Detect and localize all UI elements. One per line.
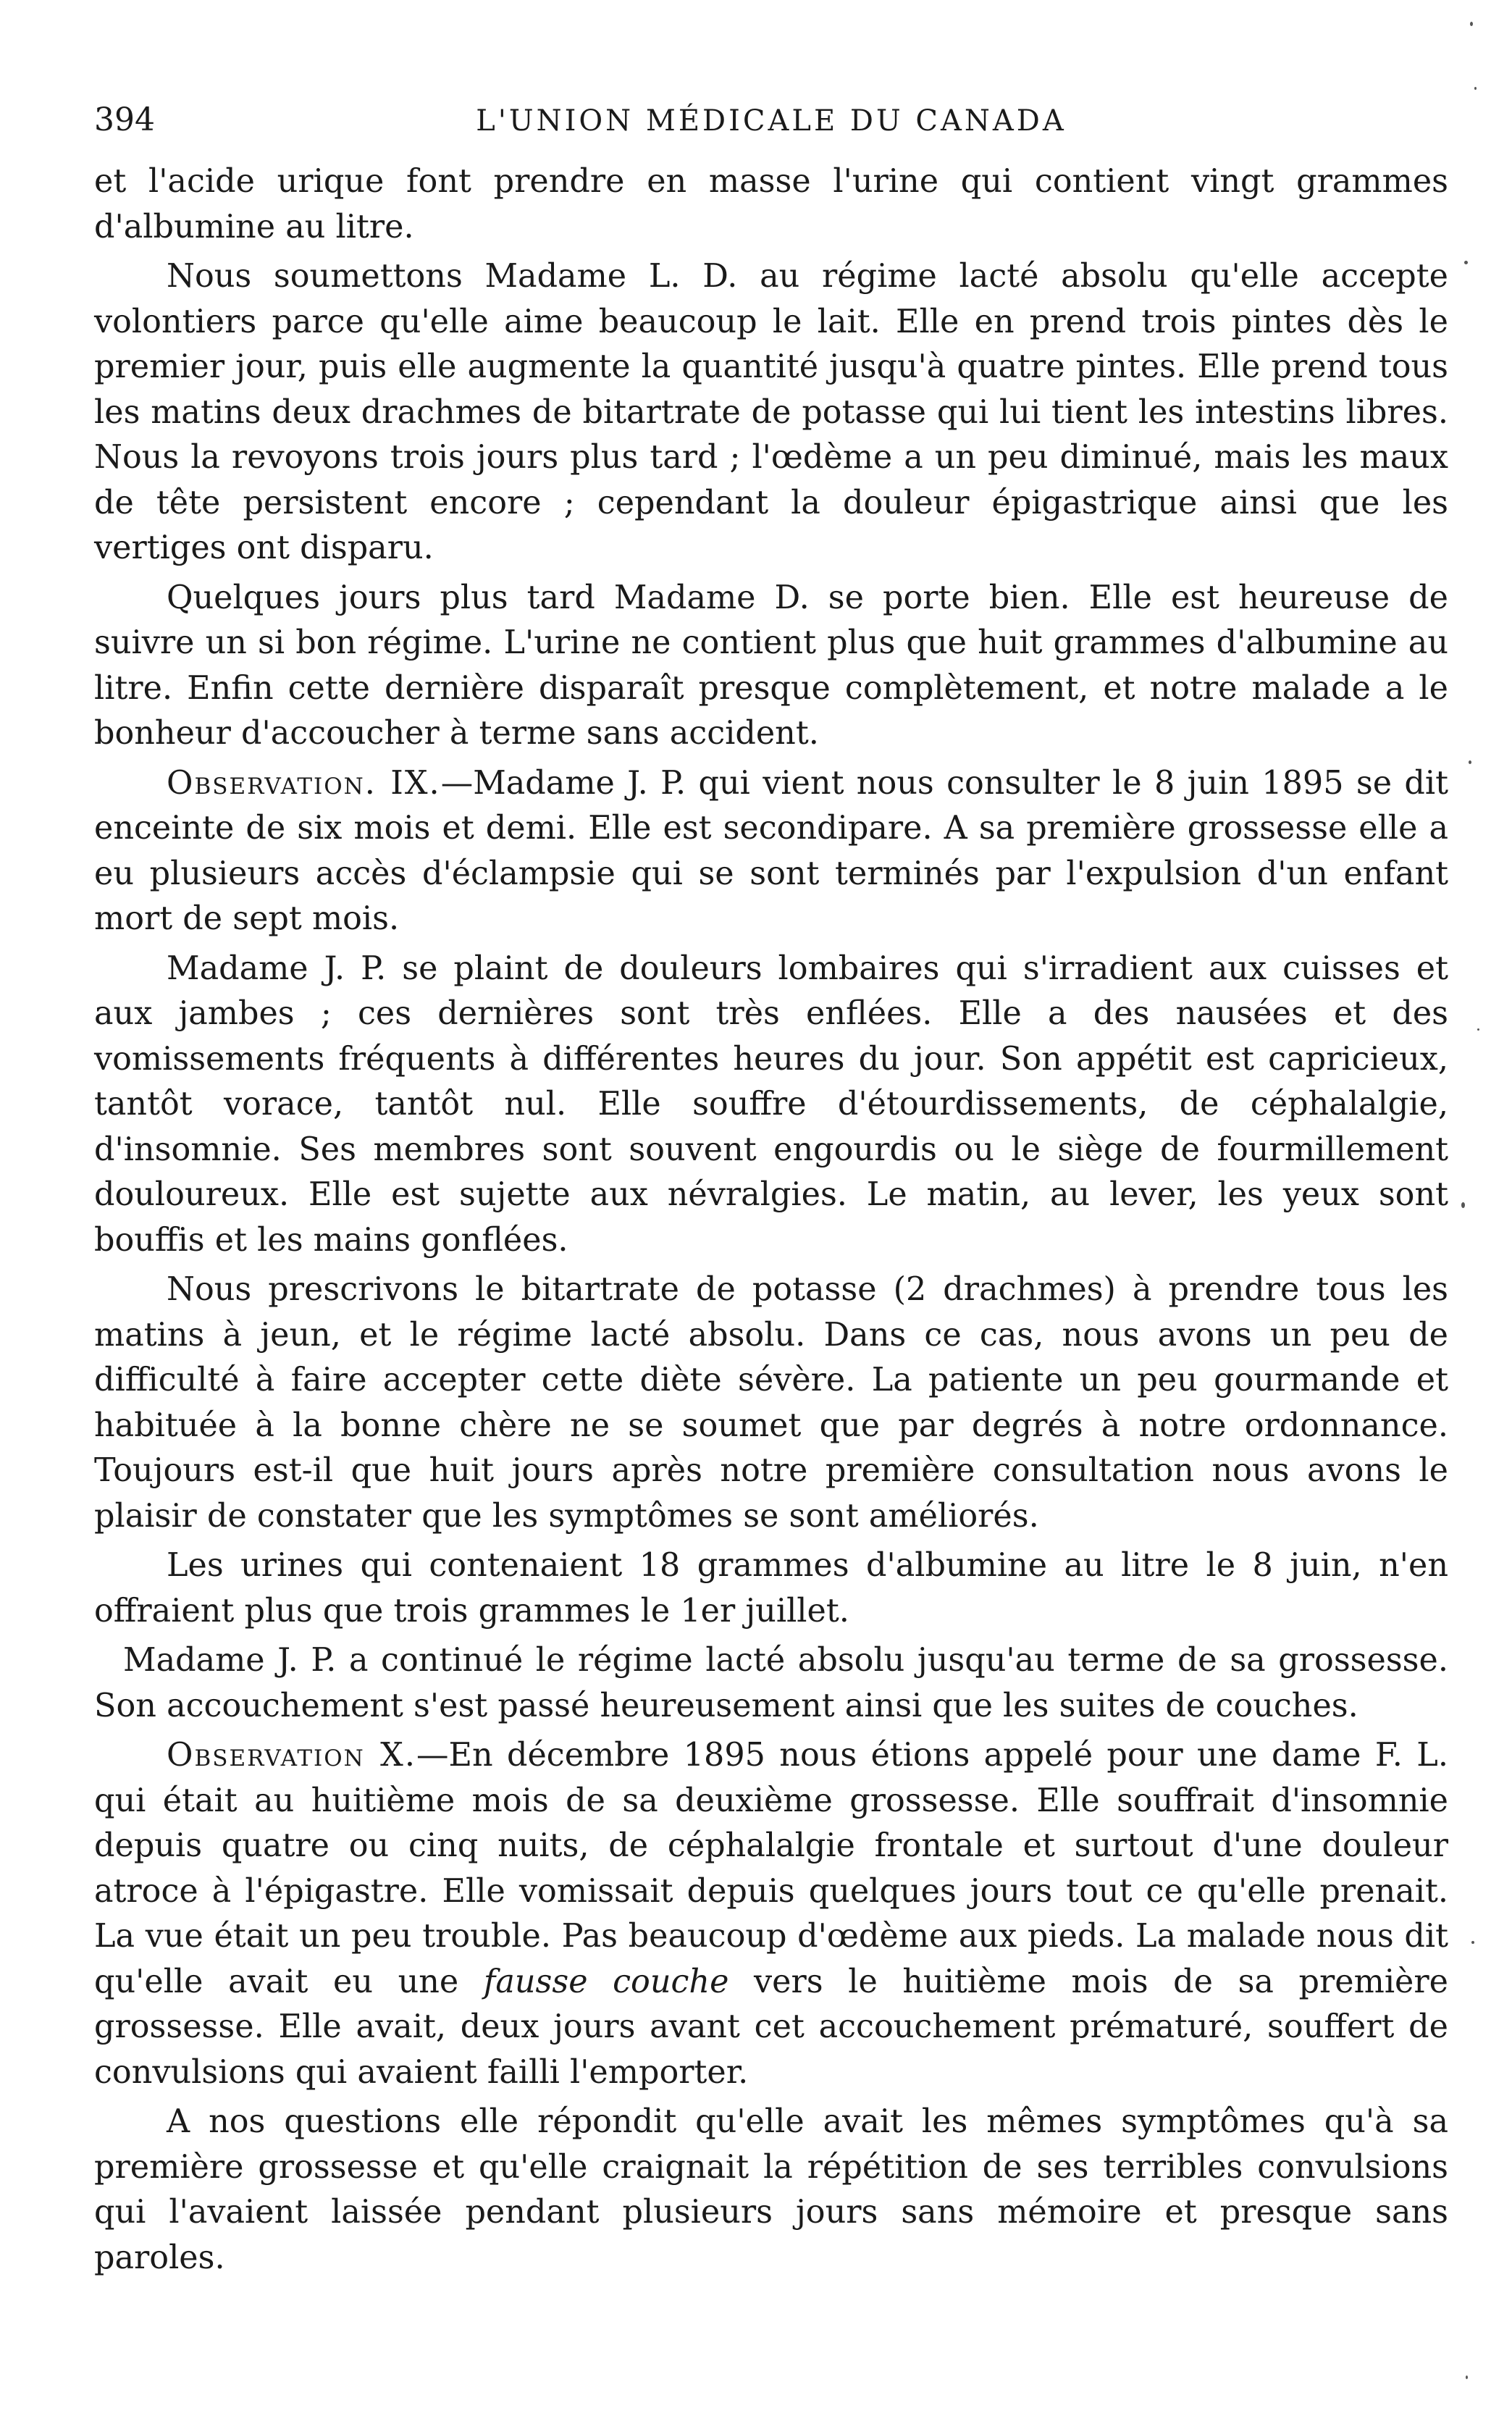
paragraph-text: Nous soumettons Madame L. D. au régime lacté absolu qu'elle accepte volontiers parce qu'elle aime beaucoup le lait. Elle en prend trois pintes dès le premier jour, puis elle augmente la quantité jusqu'à quatre pintes. Elle prend tous les matins deux drachmes de bitartrate de potasse qui lui tient les intestins libres. Nous la revoyons trois jours plus tard ; l'œdème a un peu diminué, mais les maux de tête persistent encore ; cependant la douleur épigastrique ainsi que les vertiges ont disparu. — [94, 258, 1448, 566]
paragraph-questions — [94, 2100, 1448, 2281]
paragraph-text: —Madame J. P. qui vient nous consulter le 8 juin 1895 se dit enceinte de six mois et demi. Elle est secondipare. A sa première grossesse elle a eu plusieurs accès d'éclampsie qui se sont terminés par l'expulsion d'un enfant mort de sept mois. — [94, 764, 1449, 937]
paragraph-text: —En décembre 1895 nous étions appelé pour une dame F. L. qui était au huitième mois de sa deuxième grossesse. Elle souffrait d'insomnie depuis quatre ou cinq nuits, de céphalalgie frontale et surtout d'une douleur atroce à l'épigastre. Elle vomissait depuis quelques jours tout ce qu'elle prenait. La vue était un peu trouble. Pas beaucoup d'œdème aux pieds. La malade nous dit qu'elle avait eu une — [94, 1737, 1448, 2000]
paragraph-lait-regime — [94, 254, 1448, 571]
italic-term: fausse couche — [483, 1963, 729, 2000]
paragraph-observation-ix — [94, 761, 1448, 942]
paragraph-text: A nos questions elle répondit qu'elle avait les mêmes symptômes qu'à sa première grossesse et qu'elle craignait la répétition de ses terribles convulsions qui l'avaient laissée pendant plusieurs jours sans mémoire et presque sans paroles. — [94, 2103, 1448, 2276]
observation-label: Observation. IX. — [167, 764, 441, 802]
speck — [1466, 2376, 1468, 2379]
paragraph-text-after: vers le huitième mois de sa première grossesse. Elle avait, deux jours avant cet accouchement prématuré, souffert de convulsions qui avaient failli l'emporter. — [94, 1963, 1449, 2091]
paragraph-bien — [94, 576, 1448, 757]
paragraph-text: Madame J. P. a continué le régime lacté absolu jusqu'au terme de sa grossesse. Son accouchement s'est passé heureusement ainsi que les suites de couches. — [94, 1642, 1448, 1724]
page-number: 394 — [94, 101, 155, 138]
paragraph-urines — [94, 1543, 1448, 1634]
paragraph-continued — [94, 1638, 1448, 1729]
speck — [1469, 760, 1471, 764]
paragraph-symptoms — [94, 947, 1448, 1264]
running-title: L'UNION MÉDICALE DU CANADA — [476, 104, 1067, 138]
margin-specks — [1456, 0, 1499, 2432]
page-header — [94, 101, 1448, 145]
paragraph-text: Les urines qui contenaient 18 grammes d'albumine au litre le 8 juin, n'en offraient plus que trois grammes le 1er juillet. — [94, 1547, 1448, 1630]
document-page — [94, 101, 1448, 2285]
speck — [1471, 1941, 1474, 1944]
paragraph-observation-x — [94, 1733, 1448, 2095]
paragraph-continuation — [94, 159, 1448, 250]
paragraph-text: et l'acide urique font prendre en masse l'urine qui contient vingt grammes d'albumine au litre. — [94, 163, 1448, 246]
paragraph-text: Quelques jours plus tard Madame D. se porte bien. Elle est heureuse de suivre un si bon régime. L'urine ne contient plus que huit grammes d'albumine au litre. Enfin cette dernière disparaît presque complètement, et notre malade a le bonheur d'accoucher à terme sans accident. — [94, 579, 1448, 752]
paragraph-text: Madame J. P. se plaint de douleurs lombaires qui s'irradient aux cuisses et aux jambes ; ces dernières sont très enflées. Elle a des nausées et des vomissements fréquents à différentes heures du jour. Son appétit est capricieux, tantôt vorace, tantôt nul. Elle souffre d'étourdissements, de céphalalgie, d'insomnie. Ses membres sont souvent engourdis ou le siège de fourmillement douloureux. Elle est sujette aux névralgies. Le matin, au lever, les yeux sont bouffis et les mains gonflées. — [94, 949, 1448, 1259]
speck — [1464, 261, 1468, 264]
speck — [1461, 1202, 1465, 1208]
paragraph-text: Nous prescrivons le bitartrate de potasse (2 drachmes) à prendre tous les matins à jeun, et le régime lacté absolu. Dans ce cas, nous avons un peu de difficulté à faire accepter cette diète sévère. La patiente un peu gourmande et habituée à la bonne chère ne se soumet que par degrés à notre ordonnance. Toujours est-il que huit jours après notre première consultation nous avons le plaisir de constater que les symptômes se sont améliorés. — [94, 1271, 1448, 1535]
speck — [1470, 22, 1473, 26]
speck — [1477, 1028, 1479, 1031]
paragraph-prescription — [94, 1267, 1448, 1539]
observation-label: Observation X. — [167, 1737, 416, 1774]
speck — [1474, 87, 1477, 90]
